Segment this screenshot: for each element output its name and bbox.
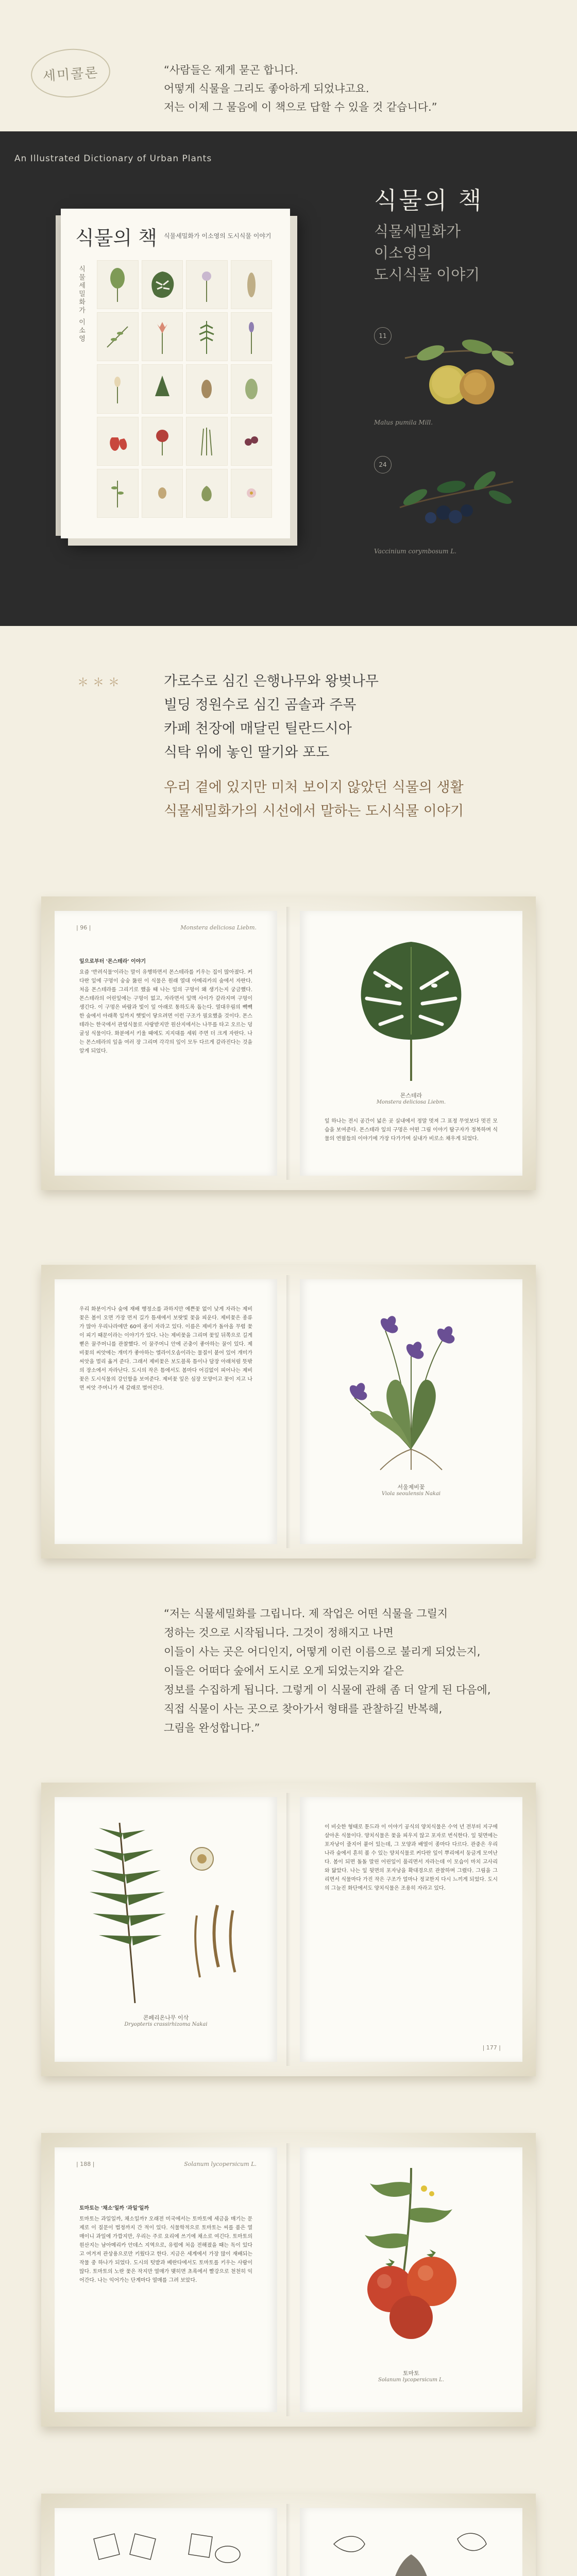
publisher-logo-text: 세미콜론 [42, 64, 99, 84]
bullet-line: 카페 천장에 매달린 틸란드시아 [164, 721, 352, 737]
book-cover-plant-grid [97, 260, 272, 518]
bullet-line: 가로수로 심긴 은행나무와 왕벚나무 [164, 673, 379, 689]
page-number: | 96 | [76, 924, 91, 931]
highlight-line: 식물세밀화가의 시선에서 말하는 도시식물 이야기 [164, 803, 464, 819]
violet-illustration-icon [334, 1295, 488, 1475]
page-heading: 토마토는 '채소'일까 '과일'일까 [79, 2206, 149, 2211]
artist-quote-line: 그림을 완성합니다.” [164, 1722, 260, 1734]
cover-cell-bud-icon [97, 364, 139, 413]
page-body-text: 이 비슷한 형태로 툰드라 이 이야기 공식의 양치식물은 수억 년 전부터 지구에 살아온 식물이다. 양치식물은 꽃을 피우지 않고 포자로 번식한다. 잎 뒷면에는 포자낭이 줄지어 붙어 있는데, 그 모양과 배열이 종마다 다르다. 관중은 우리나라 숲에서 흔히 볼 수 있는 양치식물로 커다란 잎이 뿌리에서 둥글게 모여난다. 봄이 되면 돌돌 말린 어린잎이 풀리면서 자라는데 이 모습이 마치 고사리와 닮았다. 나는 잎 뒷면의 포자낭을 확대경으로 관찰하며 그렸다. 그림을 그리면서 식물마다 가진 작은 구조가 얼마나 정교한지 다시 느끼게 되었다. 도시의 그늘진 화단에서도 양치식물은 조용히 자라고 있다. [325, 1824, 498, 1891]
bullet-line: 빌딩 정원수로 심긴 곰솔과 주목 [164, 697, 357, 713]
plate-number: 24 [374, 456, 392, 473]
book-cover [61, 209, 290, 538]
page-body-text: 요즘 '반려식물'이라는 말이 유행하면서 몬스테라를 키우는 집이 많아졌다. 커다란 잎에 구멍이 숭숭 뚫린 이 식물은 원래 열대 아메리카의 숲에서 자란다. 처음 몬스테라를 그리기로 했을 때 나는 잎의 구멍이 왜 생기는지 궁금했다. 몬스테라의 어린잎에는 구멍이 없고, 자라면서 잎맥 사이가 갈라지며 구멍이 생긴다. 이 구멍은 바람과 빛이 잎 아래로 통하도록 돕는다. 열대우림의 빽빽한 숲에서 아래쪽 잎까지 햇빛이 닿으려면 이런 구조가 필요했을 것이다. 몬스테라는 한국에서 관엽식물로 사랑받지만 원산지에서는 나무를 타고 오르는 덩굴성 식물이다. 화분에서 키울 때에도 지지대를 세워 주면 더 크게 자란다. 나는 몬스테라의 잎을 여러 장 그리며 각각의 잎이 모두 다르게 갈라진다는 것을 알게 되었다. [79, 970, 252, 1054]
cover-cell-pod-icon [231, 260, 273, 309]
page-body [79, 957, 252, 1056]
page-body-text: 잎 하나는 전시 공간이 넓은 곳 실내에서 정말 멋져 그 표정 무엇보다 멋진 모습을 보여준다. 몬스테라 잎의 구멍은 어떤 그림 이야기 탐구자가 정복하며 식물의 연필들의 이야기에 가장 다가가며 실내가 비로소 채우게 되었다. [325, 1118, 498, 1142]
monstera-illustration-icon [344, 931, 478, 1086]
page-heading: 잎으로부터 '몬스테라' 이야기 [79, 959, 146, 964]
abies-cone-illustration-icon [78, 2523, 253, 2576]
caption-name: 몬스테라 [400, 1092, 422, 1099]
spread-left-page [55, 2147, 277, 2412]
highlight-line: 우리 곁에 있지만 미처 보이지 않았던 식물의 생활 [164, 779, 464, 795]
caption-scientific: Viola seoulensis Nakai [381, 1491, 441, 1497]
page-body-text: 토마토는 과일일까, 채소일까? 오래전 미국에서는 토마토에 세금을 매기는 문제로 이 질문이 법정까지 간 적이 있다. 식물학적으로 토마토는 씨를 품은 열매이니 과일에 가깝지만, 우리는 주로 요리에 쓰기에 채소로 여긴다. 토마토의 원산지는 남아메리카 안데스 지역으로, 유럽에 처음 전해졌을 때는 독이 있다고 여겨져 관상용으로만 키웠다고 한다. 지금은 세계에서 가장 많이 재배되는 작물 중 하나가 되었다. 도시의 텃밭과 베란다에서도 토마토를 키우는 사람이 많다. 토마토의 노란 꽃은 작지만 열매가 맺히면 초록에서 빨강으로 천천히 익어간다. 나는 익어가는 단계마다 열매를 그려 보았다. [79, 2216, 252, 2283]
artist-quote-line: 이들은 어떠다 숲에서 도시로 오게 되었는지와 같은 [164, 1665, 404, 1677]
cover-cell-branch-icon [97, 312, 139, 361]
caption-scientific: Monstera deliciosa Liebm. [376, 1099, 446, 1105]
page-body-text: 우리 화분이거나 숲에 재배 행정소를 과하지만 예쁜꽃 없이 낮게 자라는 제비꽃은 봄이 오면 가장 먼저 길가 틈새에서 보랏빛 꽃을 피운다. 제비꽃은 종류가 많아 우리나라에만 60여 종이 자라고 있다. 이름은 제비가 돌아올 무렵 꽃이 피기 때문이라는 이야기가 있다. 나는 제비꽃을 그리며 꽃잎 뒤쪽으로 길게 뻗은 꿀주머니를 관찰했다. 이 꿀주머니 안에 곤충이 좋아하는 꿀이 있다. 제비꽃의 씨앗에는 개미가 좋아하는 엘라이오솜이라는 물질이 붙어 있어 개미가 씨앗을 멀리 옮겨 준다. 그래서 제비꽃은 보도블록 틈이나 담장 아래처럼 뜻밖의 장소에서 자라난다. 도시의 작은 틈에서도 봄마다 어김없이 피어나는 제비꽃은 도시식물의 강인함을 보여준다. 제비꽃 잎은 심장 모양이고 꽃이 지고 나면 씨앗 주머니가 세 갈래로 벌어진다. [79, 1307, 252, 1391]
cover-cell-berry-icon [231, 417, 273, 466]
caption-scientific: Dryopteris crassirhizoma Nakai [124, 2022, 208, 2027]
hero-subtitle-en: An Illustrated Dictionary of Urban Plants [14, 154, 212, 164]
publisher-logo [29, 46, 112, 100]
artist-quote-line: 이들이 사는 곳은 어디인지, 어떻게 이런 이름으로 불리게 되었는지, [164, 1646, 481, 1658]
spread-right-page [300, 2508, 522, 2576]
plate-caption: Vaccinium corymbosum L. [374, 548, 457, 555]
page-number: | 188 | [76, 2161, 95, 2167]
plate-caption: Malus pumila Mill. [374, 419, 433, 426]
spread-left-page [55, 2508, 277, 2576]
artist-quote-line: 정보를 수집하게 됩니다. 그렇게 이 식물에 관해 좀 더 알게 된 다음에, [164, 1684, 491, 1696]
book-cover-vertical-text: 식물세밀화가 이소영 [77, 265, 85, 344]
hero-author-line: 도시식물 이야기 [374, 266, 480, 283]
fern-illustration-icon [78, 1812, 253, 2008]
book-cover-tagline: 식물세밀화가 이소영의 도시식물 이야기 [164, 232, 271, 240]
book-spread-fern [41, 1783, 536, 2076]
plate-number: 11 [374, 327, 392, 345]
plate-blueberry [374, 456, 523, 559]
cover-cell-fern-icon [186, 312, 228, 361]
caption-scientific: Solanum lycopersicum L. [378, 2377, 444, 2383]
abies-cone-2-illustration-icon [324, 2523, 499, 2576]
cover-cell-redflower-icon [142, 417, 183, 466]
artist-quote-line: 직접 식물이 사는 곳으로 찾아가서 형태를 관찰하길 반복해, [164, 1703, 443, 1715]
cover-cell-seed-icon [142, 469, 183, 518]
hero-author-line: 식물세밀화가 [374, 223, 461, 240]
intro-quote-line: 저는 이제 그 물음에 이 책으로 답할 수 있을 것 같습니다.” [164, 101, 437, 113]
intro-quote [164, 61, 555, 116]
decorative-stars: ＊＊＊ [77, 676, 124, 689]
book-spread-tomato [41, 2133, 536, 2427]
cover-cell-leaf2-icon [231, 364, 273, 413]
artist-quote-line: 정하는 것으로 시작됩니다. 그것이 정해지고 나면 [164, 1626, 394, 1639]
page-body [79, 2204, 252, 2285]
cover-cell-flower2-icon [231, 469, 273, 518]
book-spread-violet [41, 1265, 536, 1558]
hero-author-line: 이소영의 [374, 244, 432, 262]
cover-cell-cone-icon [186, 364, 228, 413]
spread-right-page [300, 2147, 522, 2412]
book-cover-title: 식물의 책 [75, 227, 157, 249]
cover-cell-flower-icon [186, 260, 228, 309]
cover-cell-grass-icon [186, 417, 228, 466]
blueberry-illustration-icon [395, 461, 518, 538]
cover-cell-sprig-icon [97, 469, 139, 518]
artist-quote-line: “저는 식물세밀화를 그립니다. 제 작업은 어떤 식물을 그릴지 [164, 1607, 448, 1620]
intro-quote-line: “사람들은 제게 묻곤 합니다. [164, 64, 298, 76]
book-spread-abies [41, 2494, 536, 2576]
bullet-list [164, 670, 555, 823]
cover-cell-strawberry-icon [97, 417, 139, 466]
spread-right-page [300, 911, 522, 1176]
artist-quote [164, 1604, 555, 1738]
cover-cell-monstera-icon [142, 260, 183, 309]
spread-right-page [300, 1797, 522, 2062]
apple-illustration-icon [400, 337, 518, 415]
hero-author-lines [374, 221, 480, 285]
cover-cell-pine-icon [142, 364, 183, 413]
spread-right-page [300, 1279, 522, 1544]
spread-left-page [55, 911, 277, 1176]
running-head: Monstera deliciosa Liebm. [180, 924, 257, 931]
illustration-caption [300, 2369, 522, 2383]
cover-cell-tulip-icon [142, 312, 183, 361]
tomato-illustration-icon [334, 2163, 488, 2359]
caption-name: 서울제비꽃 [397, 1484, 425, 1490]
spread-left-page [55, 1797, 277, 2062]
caption-name: 토마토 [403, 2370, 419, 2377]
spread-left-page [55, 1279, 277, 1544]
cover-cell-leaf-icon [97, 260, 139, 309]
illustration-caption [300, 1483, 522, 1497]
hero-title: 식물의 책 [374, 187, 484, 214]
running-head: Solanum lycopersicum L. [184, 2161, 257, 2167]
bullet-line: 식탁 위에 놓인 딸기와 포도 [164, 744, 330, 760]
intro-quote-line: 어떻게 식물을 그리도 좋아하게 되었냐고요. [164, 82, 369, 95]
book-spread-monstera [41, 896, 536, 1190]
cover-cell-fig-icon [186, 469, 228, 518]
page-number: | 177 | [482, 2044, 501, 2051]
plate-apple [374, 327, 523, 428]
illustration-caption [300, 1091, 522, 1105]
illustration-caption [55, 2013, 277, 2027]
caption-name: 콘페리온나무 이삭 [143, 2014, 189, 2021]
cover-cell-lavender-icon [231, 312, 273, 361]
